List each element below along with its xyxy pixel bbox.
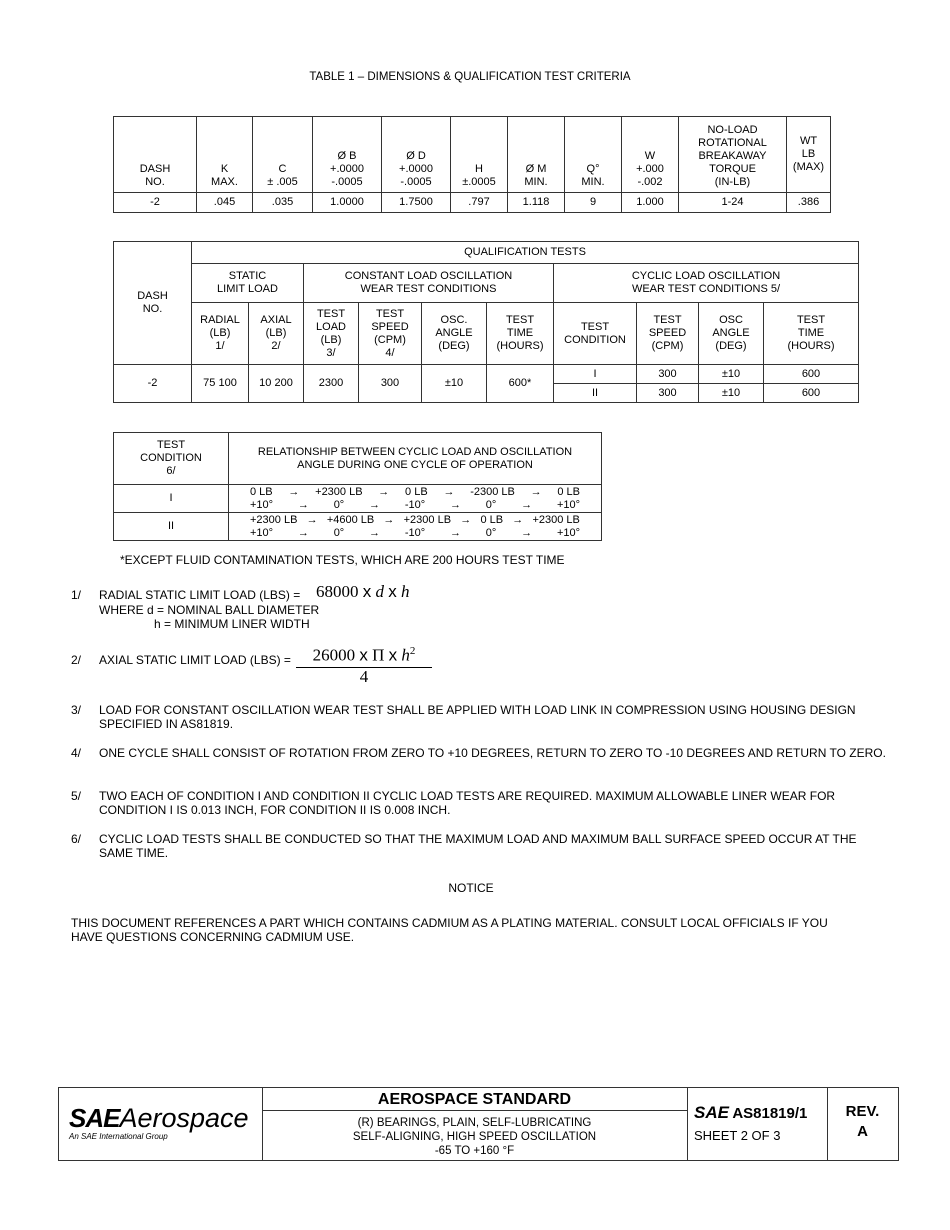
notice-title: NOTICE xyxy=(448,881,494,895)
cell-k: .045 xyxy=(197,193,253,213)
note2-number: 2/ xyxy=(71,653,82,667)
header-test-condition: TEST CONDITION xyxy=(554,303,637,365)
note4-text: ONE CYCLE SHALL CONSIST OF ROTATION FROM ZERO TO +10 DEGREES, RETURN TO ZERO TO -10 DEGREES AND RETURN TO ZERO. xyxy=(99,746,886,760)
load-sequence: +2300 LB → +4600 LB → +2300 LB → 0 LB → +2300 LB xyxy=(250,513,580,526)
cell-speed: 300 xyxy=(637,384,699,403)
cell-torque: 1-24 xyxy=(679,193,787,213)
cell-d: 1.7500 xyxy=(382,193,451,213)
header-cyclic-load: CYCLIC LOAD OSCILLATION WEAR TEST CONDITIONS 5/ xyxy=(554,264,859,303)
cyclic-relationship-table xyxy=(113,432,602,541)
header-test-load: TEST LOAD (LB) 3/ xyxy=(304,303,359,365)
header-torque: NO-LOAD ROTATIONAL BREAKAWAY TORQUE (IN-LB) xyxy=(679,117,787,193)
table1-header-row xyxy=(114,117,831,193)
note5-text: TWO EACH OF CONDITION I AND CONDITION II CYCLIC LOAD TESTS ARE REQUIRED. MAXIMUM ALLOWABLE LINER WEAR FOR CONDITION I IS 0.013 INCH, FOR CONDITION II IS 0.008 INCH. xyxy=(99,789,836,817)
revision-label: REV. xyxy=(845,1103,880,1120)
header-cyclic-test-time: TEST TIME (HOURS) xyxy=(764,303,859,365)
note2-label: AXIAL STATIC LIMIT LOAD (LBS) = xyxy=(99,653,291,667)
cell-m: 1.118 xyxy=(508,193,565,213)
cell-relationship xyxy=(229,513,602,541)
header-relationship: RELATIONSHIP BETWEEN CYCLIC LOAD AND OSCILLATION ANGLE DURING ONE CYCLE OF OPERATION xyxy=(229,433,602,485)
notice-text: THIS DOCUMENT REFERENCES A PART WHICH CONTAINS CADMIUM AS A PLATING MATERIAL. CONSULT LOCAL OFFICIALS IF YOU HAVE QUESTIONS CONCERNING CADMIUM USE. xyxy=(71,916,828,944)
cell-c: .035 xyxy=(253,193,313,213)
note5-number: 5/ xyxy=(71,789,82,803)
note6-text: CYCLIC LOAD TESTS SHALL BE CONDUCTED SO THAT THE MAXIMUM LOAD AND MAXIMUM BALL SURFACE SPEED OCCUR AT THE SAME TIME. xyxy=(99,832,857,860)
revision-value: A xyxy=(857,1123,868,1140)
header-test-time: TEST TIME (HOURS) xyxy=(487,303,554,365)
document-number-cell xyxy=(687,1088,828,1160)
cell-dash: -2 xyxy=(114,193,197,213)
cell-wt: .386 xyxy=(787,193,831,213)
note6-number: 6/ xyxy=(71,832,82,846)
title-block xyxy=(58,1087,899,1161)
header-axial: AXIAL (LB) 2/ xyxy=(249,303,304,365)
cell-time: 600 xyxy=(764,365,859,384)
load-sequence: 0 LB → +2300 LB → 0 LB → -2300 LB → 0 LB xyxy=(250,485,580,498)
header-qualification-tests: QUALIFICATION TESTS xyxy=(192,242,859,264)
header-wt: WT LB (MAX) xyxy=(787,117,831,193)
header-cyclic-test-speed: TEST SPEED (CPM) xyxy=(637,303,699,365)
standard-title-cell xyxy=(262,1088,688,1160)
table-row xyxy=(114,365,859,384)
header-osc-angle: OSC. ANGLE (DEG) xyxy=(422,303,487,365)
header-k: K MAX. xyxy=(197,117,253,193)
table1-title: TABLE 1 – DIMENSIONS & QUALIFICATION TEST CRITERIA xyxy=(309,71,631,83)
header-dash-no: DASH NO. xyxy=(114,117,197,193)
table-row xyxy=(114,485,602,513)
header-static-limit-load: STATIC LIMIT LOAD xyxy=(192,264,304,303)
header-constant-load: CONSTANT LOAD OSCILLATION WEAR TEST CONDITIONS xyxy=(304,264,554,303)
cell-condition: II xyxy=(554,384,637,403)
sae-aerospace-logo: SAEAerospace An SAE International Group xyxy=(59,1088,263,1160)
note3-text: LOAD FOR CONSTANT OSCILLATION WEAR TEST SHALL BE APPLIED WITH LOAD LINK IN COMPRESSION USING HOUSING DESIGN SPECIFIED IN AS81819. xyxy=(99,703,856,731)
axial-formula-denominator: 4 xyxy=(359,667,369,686)
header-radial: RADIAL (LB) 1/ xyxy=(192,303,249,365)
angle-sequence: +10° → 0° → -10° → 0° → +10° xyxy=(250,498,580,511)
cell-time: 600 xyxy=(764,384,859,403)
cell-axial: 10 200 xyxy=(249,365,304,403)
sheet-number: SHEET 2 OF 3 xyxy=(694,1128,781,1143)
header-c: C ± .005 xyxy=(253,117,313,193)
header-dash-no: DASH NO. xyxy=(114,242,192,365)
angle-sequence: +10° → 0° → -10° → 0° → +10° xyxy=(250,526,580,539)
sae-mini-logo: SAE xyxy=(694,1103,729,1122)
qualification-tests-table xyxy=(113,241,859,403)
cell-condition: II xyxy=(114,513,229,541)
cell-angle: ±10 xyxy=(699,365,764,384)
cell-condition: I xyxy=(554,365,637,384)
standard-description: (R) BEARINGS, PLAIN, SELF-LUBRICATING SELF-ALIGNING, HIGH SPEED OSCILLATION -65 TO +160 °F xyxy=(352,1117,597,1157)
cell-angle: ±10 xyxy=(699,384,764,403)
table-row xyxy=(114,513,602,541)
cell-test-load: 2300 xyxy=(304,365,359,403)
cell-b: 1.0000 xyxy=(313,193,382,213)
header-b: Ø B +.0000 -.0005 xyxy=(313,117,382,193)
revision-cell xyxy=(827,1088,898,1160)
cell-q: 9 xyxy=(565,193,622,213)
note1-label: RADIAL STATIC LIMIT LOAD (LBS) = xyxy=(99,588,301,602)
header-test-condition: TEST CONDITION 6/ xyxy=(114,433,229,485)
axial-formula-numerator: 26000 x Π x $h^2$ xyxy=(296,645,432,668)
cell-dash: -2 xyxy=(114,365,192,403)
header-cyclic-osc-angle: OSC ANGLE (DEG) xyxy=(699,303,764,365)
note4-number: 4/ xyxy=(71,746,82,760)
note1-where-d: WHERE d = NOMINAL BALL DIAMETER xyxy=(99,603,320,617)
cell-condition: I xyxy=(114,485,229,513)
standard-title: AEROSPACE STANDARD xyxy=(262,1088,687,1111)
cell-radial: 75 100 xyxy=(192,365,249,403)
table-row xyxy=(114,193,831,213)
header-m: Ø M MIN. xyxy=(508,117,565,193)
cell-w: 1.000 xyxy=(622,193,679,213)
note3-number: 3/ xyxy=(71,703,82,717)
header-q: Q° MIN. xyxy=(565,117,622,193)
dimensions-table xyxy=(113,116,831,213)
header-d: Ø D +.0000 -.0005 xyxy=(382,117,451,193)
document-number: AS81819/1 xyxy=(732,1105,808,1122)
cell-test-time: 600* xyxy=(487,365,554,403)
header-test-speed: TEST SPEED (CPM) 4/ xyxy=(359,303,422,365)
note1-where-h: h = MINIMUM LINER WIDTH xyxy=(154,617,310,631)
cell-relationship xyxy=(229,485,602,513)
cell-h: .797 xyxy=(451,193,508,213)
radial-formula: 68000 x d x h xyxy=(316,582,410,601)
header-w: W +.000 -.002 xyxy=(622,117,679,193)
cell-osc-angle: ±10 xyxy=(422,365,487,403)
cell-speed: 300 xyxy=(637,365,699,384)
footnote-star: *EXCEPT FLUID CONTAMINATION TESTS, WHICH ARE 200 HOURS TEST TIME xyxy=(120,553,565,567)
cell-test-speed: 300 xyxy=(359,365,422,403)
note1-number: 1/ xyxy=(71,588,82,602)
header-h: H ±.0005 xyxy=(451,117,508,193)
